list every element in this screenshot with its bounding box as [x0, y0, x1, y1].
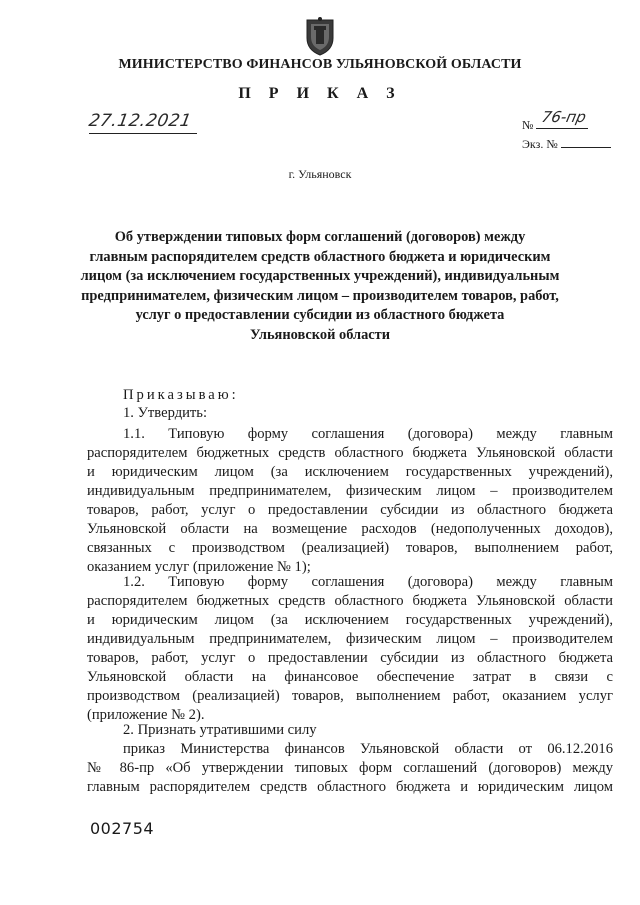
paragraph-line: Ульяновской области на возмещение расходов (недополученных доходов), — [87, 521, 613, 537]
city: г. Ульяновск — [288, 167, 352, 181]
date-field — [89, 111, 197, 134]
document-serial-number: 002754 — [90, 819, 155, 838]
paragraph-1-1 — [87, 425, 613, 577]
copy-label: Экз. № — [522, 137, 558, 151]
order-number-row — [522, 108, 589, 133]
copy-number-field — [561, 135, 611, 148]
paragraph-line: распорядителем бюджетных средств областного бюджета Ульяновской области — [87, 593, 613, 609]
order-directive: Приказываю: — [123, 387, 239, 403]
paragraph-line: Ульяновской области на финансовое обеспечение затрат в связи с — [87, 669, 613, 685]
paragraph-line: индивидуальным предпринимателем, физическим лицом – производителем — [87, 631, 613, 647]
copy-number-row — [522, 135, 611, 152]
handwritten-date: 27.12.2021 — [87, 111, 194, 131]
paragraph-line: распорядителем бюджетных средств областного бюджета Ульяновской области — [87, 445, 613, 461]
title-line: лицом (за исключением государственных учреждений), индивидуальным — [80, 268, 560, 284]
item-1-heading: 1. Утвердить: — [123, 405, 208, 421]
title-line: главным распорядителем средств областного бюджета и юридическим — [89, 248, 551, 265]
title-line: Ульяновской области — [249, 326, 391, 343]
paragraph-line: производством (реализацией) товаров, выполнением работ, оказанием услуг — [87, 688, 613, 704]
paragraph-line: главным распорядителем средств областного бюджета и юридическим лицом — [87, 779, 613, 795]
paragraph-line: (приложение № 2). — [87, 707, 205, 723]
handwritten-number: 76-пр — [540, 108, 589, 126]
paragraph-2 — [87, 740, 613, 797]
paragraph-1-2 — [87, 573, 613, 725]
paragraph-line: товаров, работ, услуг о предоставлении субсидии из областного бюджета — [87, 650, 613, 666]
order-number-field — [536, 108, 589, 129]
title-line: Об утверждении типовых форм соглашений (договоров) между — [114, 229, 526, 245]
paragraph-line: и юридическим лицом (за исключением государственных учреждений), — [87, 612, 613, 628]
paragraph-line: приказ Министерства финансов Ульяновской области от 06.12.2016 — [123, 741, 613, 757]
document-type: П Р И К А З — [238, 85, 402, 102]
coat-of-arms-icon — [303, 16, 337, 56]
paragraph-line: связанных с производством (реализацией) товаров, выполнением работ, — [87, 540, 613, 556]
paragraph-line: 1.1. Типовую форму соглашения (договора) между главным — [123, 426, 613, 442]
paragraph-line: 1.2. Типовую форму соглашения (договора) между главным — [123, 574, 613, 590]
paragraph-line: № 86-пр «Об утверждении типовых форм соглашений (договоров) между — [87, 760, 613, 776]
paragraph-line: индивидуальным предпринимателем, физическим лицом – производителем — [87, 483, 613, 499]
item-2-heading: 2. Признать утратившими силу — [123, 722, 317, 738]
document-title — [80, 228, 560, 345]
title-line: услуг о предоставлении субсидии из областного бюджета — [135, 307, 505, 323]
title-line: предпринимателем, физическим лицом – производителем товаров, работ, — [81, 287, 559, 304]
ministry-name: МИНИСТЕРСТВО ФИНАНСОВ УЛЬЯНОВСКОЙ ОБЛАСТИ — [118, 57, 522, 72]
paragraph-line: и юридическим лицом (за исключением государственных учреждений), — [87, 464, 613, 480]
number-label: № — [522, 118, 534, 132]
paragraph-line: оказанием услуг (приложение № 1); — [87, 559, 311, 575]
paragraph-line: товаров, работ, услуг о предоставлении субсидии из областного бюджета — [87, 502, 613, 518]
